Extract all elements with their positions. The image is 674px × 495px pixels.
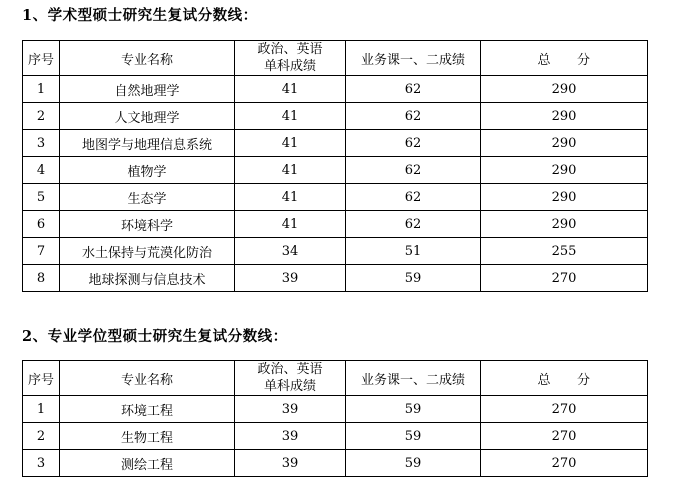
- score-table-professional-masters: [22, 360, 648, 477]
- cell-business: 62: [346, 76, 481, 103]
- column-header-total: [481, 41, 648, 76]
- column-header-politics-line2: 单科成绩: [263, 59, 316, 74]
- cell-politics: 41: [235, 76, 346, 103]
- cell-major: 水土保持与荒漠化防治: [60, 238, 235, 265]
- cell-business: 59: [346, 265, 481, 292]
- cell-major: 生物工程: [60, 423, 235, 450]
- column-header-politics-line2: 单科成绩: [263, 379, 316, 394]
- table-row: [23, 423, 648, 450]
- column-header-total-suffix: 分: [577, 372, 591, 388]
- column-header-politics-line1: 政治、英语: [257, 42, 323, 57]
- cell-politics: 41: [235, 211, 346, 238]
- cell-politics: 39: [235, 423, 346, 450]
- cell-no: 8: [23, 265, 60, 292]
- table-row: [23, 103, 648, 130]
- table-row: [23, 238, 648, 265]
- cell-total: 290: [481, 211, 648, 238]
- column-header-politics: [235, 41, 346, 76]
- cell-major: 植物学: [60, 157, 235, 184]
- column-header-politics-line1: 政治、英语: [257, 362, 323, 377]
- cell-politics: 39: [235, 450, 346, 477]
- cell-no: 6: [23, 211, 60, 238]
- table-row: [23, 211, 648, 238]
- cell-total: 270: [481, 396, 648, 423]
- cell-politics: 39: [235, 265, 346, 292]
- cell-major: 地图学与地理信息系统: [60, 130, 235, 157]
- cell-no: 5: [23, 184, 60, 211]
- cell-no: 4: [23, 157, 60, 184]
- cell-business: 62: [346, 211, 481, 238]
- section-heading-professional-masters: 2、专业学位型硕士研究生复试分数线：: [22, 328, 288, 345]
- table-header: [23, 361, 648, 396]
- table-row: [23, 265, 648, 292]
- cell-business: 62: [346, 184, 481, 211]
- cell-major: 测绘工程: [60, 450, 235, 477]
- cell-total: 255: [481, 238, 648, 265]
- table-row: [23, 396, 648, 423]
- cell-business: 59: [346, 423, 481, 450]
- cell-major: 人文地理学: [60, 103, 235, 130]
- section-heading-academic-masters: 1、学术型硕士研究生复试分数线：: [22, 7, 258, 24]
- cell-business: 62: [346, 157, 481, 184]
- table-header-row: [23, 361, 648, 396]
- table-row: [23, 450, 648, 477]
- column-header-politics: [235, 361, 346, 396]
- cell-no: 2: [23, 103, 60, 130]
- table-row: [23, 130, 648, 157]
- column-header-no: 序号: [23, 41, 60, 76]
- table-row: [23, 157, 648, 184]
- column-header-no: 序号: [23, 361, 60, 396]
- cell-politics: 34: [235, 238, 346, 265]
- cell-business: 62: [346, 103, 481, 130]
- cell-total: 290: [481, 103, 648, 130]
- column-header-business: 业务课一、二成绩: [346, 361, 481, 396]
- column-header-major: 专业名称: [60, 41, 235, 76]
- column-header-major: 专业名称: [60, 361, 235, 396]
- cell-major: 地球探测与信息技术: [60, 265, 235, 292]
- column-header-total: [481, 361, 648, 396]
- score-table-academic-masters: [22, 40, 648, 292]
- cell-total: 270: [481, 423, 648, 450]
- cell-politics: 41: [235, 157, 346, 184]
- cell-total: 290: [481, 130, 648, 157]
- cell-major: 环境工程: [60, 396, 235, 423]
- cell-business: 62: [346, 130, 481, 157]
- table-row: [23, 76, 648, 103]
- cell-total: 290: [481, 76, 648, 103]
- cell-no: 3: [23, 450, 60, 477]
- column-header-total-prefix: 总: [537, 372, 551, 388]
- cell-politics: 41: [235, 184, 346, 211]
- cell-total: 290: [481, 184, 648, 211]
- table-body: [23, 396, 648, 477]
- cell-no: 2: [23, 423, 60, 450]
- table-body: [23, 76, 648, 292]
- cell-no: 7: [23, 238, 60, 265]
- cell-total: 270: [481, 450, 648, 477]
- cell-major: 自然地理学: [60, 76, 235, 103]
- cell-no: 1: [23, 76, 60, 103]
- cell-business: 59: [346, 450, 481, 477]
- column-header-total-suffix: 分: [577, 52, 591, 68]
- column-header-total-prefix: 总: [537, 52, 551, 68]
- cell-major: 生态学: [60, 184, 235, 211]
- cell-politics: 39: [235, 396, 346, 423]
- table-header-row: [23, 41, 648, 76]
- cell-total: 270: [481, 265, 648, 292]
- column-header-business: 业务课一、二成绩: [346, 41, 481, 76]
- cell-no: 3: [23, 130, 60, 157]
- cell-politics: 41: [235, 103, 346, 130]
- cell-business: 51: [346, 238, 481, 265]
- cell-no: 1: [23, 396, 60, 423]
- table-row: [23, 184, 648, 211]
- table-header: [23, 41, 648, 76]
- cell-politics: 41: [235, 130, 346, 157]
- cell-total: 290: [481, 157, 648, 184]
- cell-major: 环境科学: [60, 211, 235, 238]
- cell-business: 59: [346, 396, 481, 423]
